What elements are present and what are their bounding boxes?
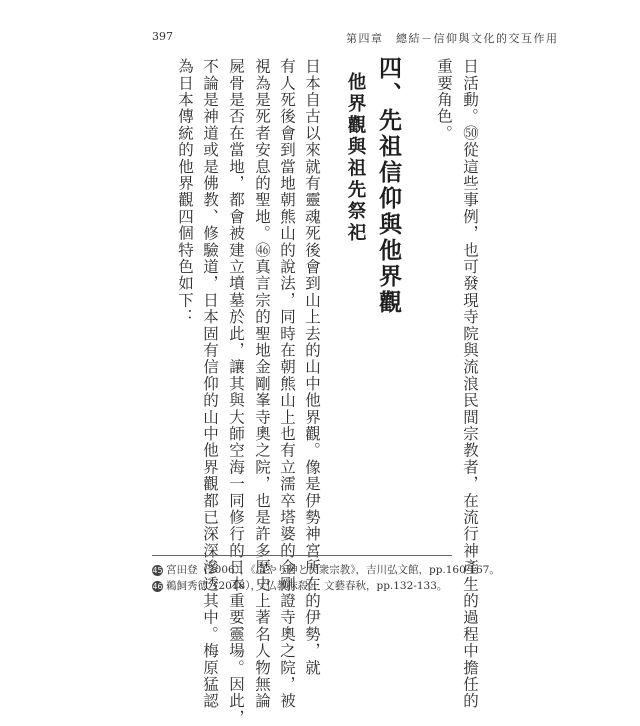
body-column-5: 視為是死者安息的聖地。㊻真言宗的聖地金剛峯寺奧之院，也是許多歷史上著名人物無論 bbox=[253, 58, 271, 710]
running-title: 第四章 總結－信仰與文化的交互作用 bbox=[346, 32, 559, 45]
body-column-8: 為日本傳統的他界觀四個特色如下： bbox=[176, 58, 194, 326]
footnote-text: 宮田登（2006），《はやり神と民衆宗教》，吉川弘文館，pp.160-167。 bbox=[166, 564, 500, 576]
body-column-3: 日本自古以來就有靈魂死後會到山上去的山中他界觀。像是伊勢神宮所在的伊勢，就 bbox=[303, 58, 321, 676]
section-heading: 四、先祖信仰與他界觀 bbox=[375, 56, 401, 316]
page-number: 397 bbox=[152, 30, 173, 43]
body-column-6: 屍骨是否在當地，都會被建立墳墓於此，讓其與大師空海一同修行的日本重要靈場。因此， bbox=[227, 58, 245, 726]
footnote-45 bbox=[152, 562, 500, 577]
body-column-7: 不論是神道或是佛教、修驗道，日本固有信仰的山中他界觀都已深深滲透其中。梅原猛認 bbox=[201, 58, 219, 710]
footnote-divider bbox=[152, 555, 452, 556]
body-column-4: 有人死後會到當地朝熊山的說法，同時在朝熊山上也有立濡卒塔婆的金剛證寺奧之院，被 bbox=[278, 58, 296, 710]
footnote-46 bbox=[152, 578, 447, 593]
body-column-1: 日活動。㊿從這些事例，也可發現寺院與流浪民間宗教者，在流行神產生的過程中擔任的 bbox=[461, 58, 479, 710]
footnote-marker: 45 bbox=[152, 565, 163, 575]
subsection-heading: 他界觀與祖先祭祀 bbox=[345, 72, 366, 244]
body-column-2: 重要角色。 bbox=[435, 58, 453, 142]
footnote-marker: 46 bbox=[152, 581, 163, 591]
footnote-text: 鵜飼秀德（2018），《仏教抹殺》，文藝春秋，pp.132-133。 bbox=[166, 580, 448, 592]
